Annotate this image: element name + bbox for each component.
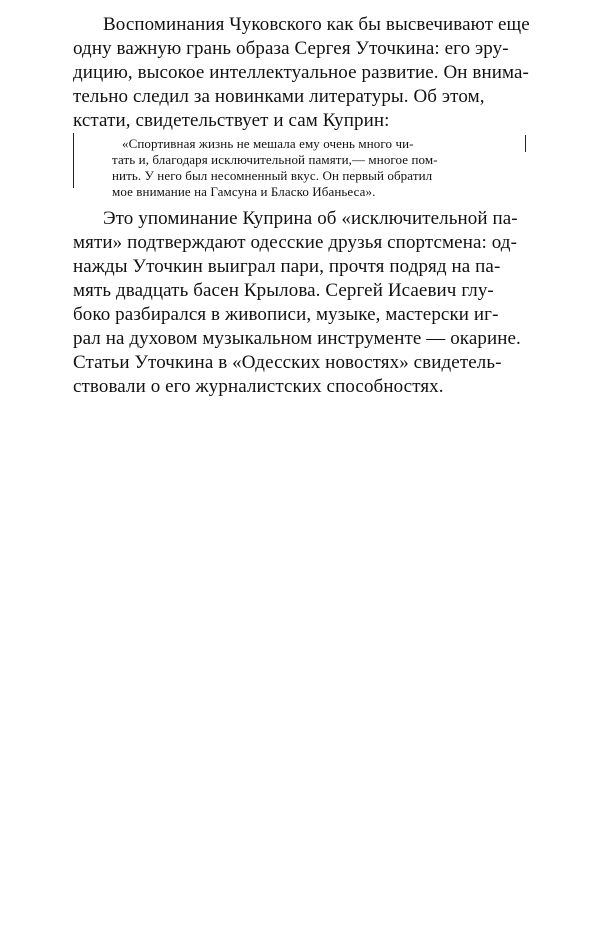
- paragraph-2-line: мяти» подтверждают одесские друзья спортсмена: од-: [73, 232, 517, 253]
- paragraph-1-line: кстати, свидетельствует и сам Куприн:: [73, 110, 390, 131]
- quote-line: мое внимание на Гамсуна и Бласко Ибаньеса».: [112, 184, 376, 199]
- paragraph-2-line: нажды Уточкин выиграл пари, прочтя подряд на па-: [73, 256, 501, 277]
- paragraph-1-line: дицию, высокое интеллектуальное развитие. Он внима-: [73, 62, 529, 83]
- paragraph-2-line: боко разбирался в живописи, музыке, мастерски иг-: [73, 304, 499, 325]
- quote-margin-bar-right: [525, 135, 526, 152]
- quote-margin-bar-left: [73, 133, 74, 188]
- paragraph-2-line: Статьи Уточкина в «Одесских новостях» свидетель-: [73, 352, 502, 373]
- paragraph-1-line: одну важную грань образа Сергея Уточкина: его эру-: [73, 38, 509, 59]
- quote-line: нить. У него был несомненный вкус. Он первый обратил: [112, 168, 433, 183]
- quote-line: «Спортивная жизнь не мешала ему очень много чи-: [122, 136, 414, 151]
- quote-line: тать и, благодаря исключительной памяти,— многое пом-: [112, 152, 438, 167]
- paragraph-1-line: тельно следил за новинками литературы. Об этом,: [73, 86, 485, 107]
- paragraph-2-line: Это упоминание Куприна об «исключительной па-: [103, 208, 518, 229]
- paragraph-2-line: рал на духовом музыкальном инструменте — окарине.: [73, 328, 521, 349]
- paragraph-1-line: Воспоминания Чуковского как бы высвечивают еще: [103, 14, 530, 35]
- paragraph-2-line: мять двадцать басен Крылова. Сергей Исаевич глу-: [73, 280, 494, 301]
- paragraph-2-line: ствовали о его журналистских способностях.: [73, 376, 444, 397]
